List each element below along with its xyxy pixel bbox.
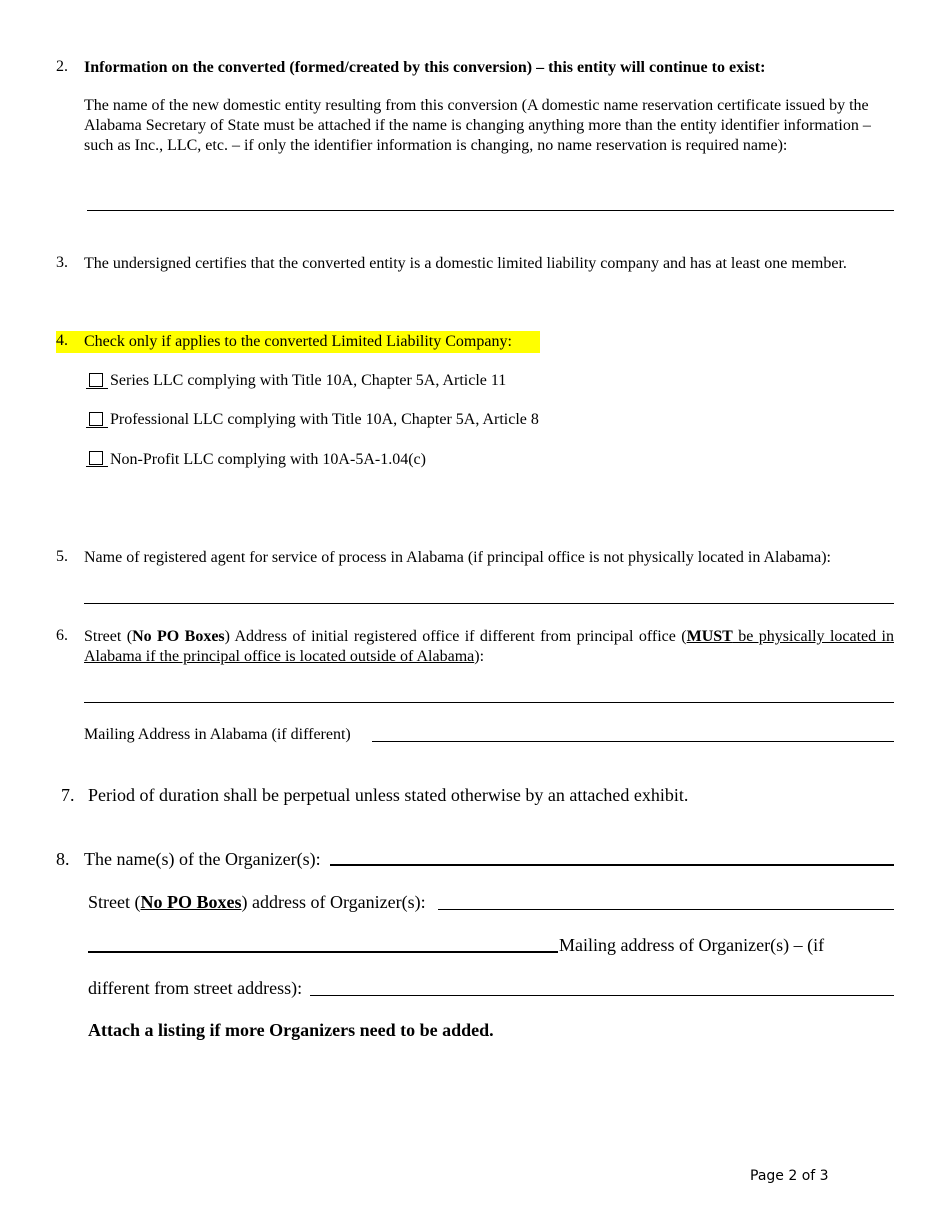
- section-3-body: The undersigned certifies that the converted entity is a domestic limited liability company and has at least one member.: [84, 255, 847, 272]
- section-5-body: Name of registered agent for service of process in Alabama (if principal office is not physically located in Alabama):: [84, 549, 831, 566]
- registered-office-address-field[interactable]: [84, 702, 894, 703]
- mailing-address-field[interactable]: [372, 741, 894, 742]
- registered-agent-field[interactable]: [84, 603, 894, 604]
- organizer-mailing-field[interactable]: [310, 995, 894, 996]
- mailing-address-label: Mailing Address in Alabama (if different): [84, 726, 351, 743]
- checkbox-underline: [86, 427, 108, 428]
- organizer-street-field[interactable]: [438, 909, 894, 910]
- section-6-text: ) Address of initial registered office if different from principal office (: [224, 628, 687, 645]
- organizer-mailing-label: Mailing address of Organizer(s) – (if: [559, 935, 825, 955]
- series-llc-label: Series LLC complying with Title 10A, Chapter 5A, Article 11: [110, 372, 507, 389]
- section-2-heading: Information on the converted (formed/created by this conversion) – this entity will continue to exist:: [84, 59, 766, 76]
- section-3-number: 3.: [56, 254, 68, 271]
- professional-llc-label: Professional LLC complying with Title 10A, Chapter 5A, Article 8: [110, 411, 539, 428]
- organizer-street-label: [88, 891, 426, 913]
- no-po-boxes-text: No PO Boxes: [132, 628, 225, 645]
- section-7-number: 7.: [61, 785, 75, 805]
- section-6-text: ):: [474, 648, 485, 665]
- converted-entity-name-field[interactable]: [87, 210, 894, 211]
- section-4-heading: Check only if applies to the converted Limited Liability Company:: [84, 333, 512, 350]
- section-4-number: 4.: [56, 332, 68, 349]
- series-llc-checkbox[interactable]: [89, 373, 103, 387]
- page-number: Page 2 of 3: [750, 1168, 829, 1184]
- nonprofit-llc-label: Non-Profit LLC complying with 10A-5A-1.04(c): [110, 451, 426, 468]
- different-address-label: different from street address):: [88, 978, 303, 998]
- section-7-body: Period of duration shall be perpetual unless stated otherwise by an attached exhibit.: [88, 785, 689, 805]
- organizer-name-label: The name(s) of the Organizer(s):: [84, 849, 321, 869]
- section-2-number: 2.: [56, 58, 68, 75]
- section-6-text: Street (: [84, 628, 133, 645]
- section-2-body: The name of the new domestic entity resulting from this conversion (A domestic name reservation certificate issued by the Alabama Secretary of State must be attached if the name is changing anything more than the entity identifier information – such as Inc., LLC, etc. – if only the identifier information is changing, no name reservation is required name):: [84, 97, 871, 154]
- checkbox-underline: [86, 466, 108, 467]
- organizer-street-text: Street (: [88, 892, 141, 912]
- organizer-street-text: ) address of Organizer(s):: [241, 892, 426, 912]
- checkbox-underline: [86, 388, 108, 389]
- section-6-body: [84, 627, 894, 667]
- nonprofit-llc-checkbox[interactable]: [89, 451, 103, 465]
- organizer-street-field-2[interactable]: [88, 951, 558, 953]
- professional-llc-checkbox[interactable]: [89, 412, 103, 426]
- attach-listing-note: Attach a listing if more Organizers need to be added.: [88, 1020, 494, 1040]
- section-6-underlined-text: be physically located in Alabama if the principal office is located outside of Alabama: [84, 628, 894, 665]
- must-text: MUST: [686, 628, 733, 645]
- section-5-number: 5.: [56, 548, 68, 565]
- no-po-boxes-text: No PO Boxes: [140, 892, 242, 912]
- section-8-number: 8.: [56, 849, 70, 869]
- section-6-number: 6.: [56, 627, 68, 644]
- organizer-name-field[interactable]: [330, 864, 894, 866]
